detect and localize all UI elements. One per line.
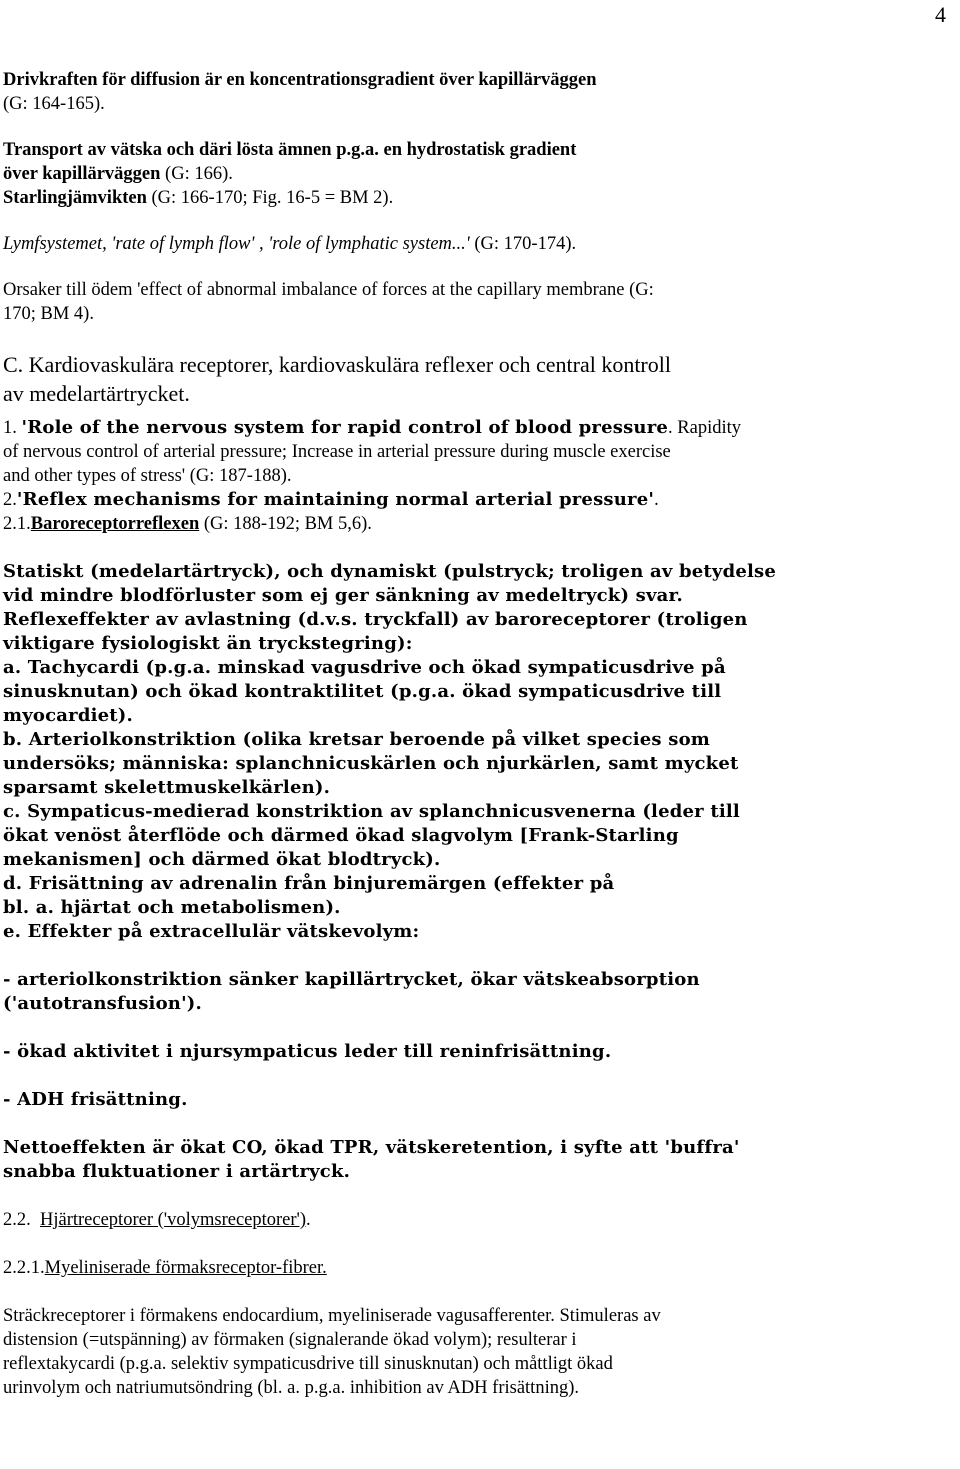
item-1-rest: . Rapidity	[668, 418, 742, 438]
document-body	[3, 68, 953, 1400]
section-2-2-num: 2.2.	[3, 1210, 40, 1230]
paragraph-starling	[3, 186, 953, 210]
baro-line-19: - ökad aktivitet i njursympaticus leder till reninfrisättning.	[3, 1041, 612, 1062]
item-1-line-3: and other types of stress' (G: 187-188).	[3, 466, 292, 486]
baro-line-5: a. Tachycardi (p.g.a. minskad vagusdrive och ökad sympaticusdrive på	[3, 657, 726, 678]
transport-ref: (G: 166).	[160, 164, 233, 184]
page-number: 4	[935, 2, 946, 27]
item-2-1-ref: (G: 188-192; BM 5,6).	[199, 514, 372, 534]
baroreflex-block	[3, 560, 953, 1184]
baro-line-21: Nettoeffekten är ökat CO, ökad TPR, vätskeretention, i syfte att 'buffra'	[3, 1137, 740, 1158]
starling-bold: Starlingjämvikten	[3, 188, 147, 208]
baro-line-11: c. Sympaticus-medierad konstriktion av splanchnicusvenerna (leder till	[3, 801, 740, 822]
baro-line-4: viktigare fysiologiskt än tryckstegring):	[3, 633, 413, 654]
paragraph-diffusion-1: Drivkraften för diffusion är en koncentrationsgradient över kapillärväggen	[3, 70, 597, 90]
baro-line-3: Reflexeffekter av avlastning (d.v.s. tryckfall) av baroreceptorer (troligen	[3, 609, 748, 630]
lymph-ref: (G: 170-174).	[469, 234, 577, 254]
baro-line-17: - arteriolkonstriktion sänker kapillärtrycket, ökar vätskeabsorption	[3, 969, 700, 990]
baro-line-14: d. Frisättning av adrenalin från binjuremärgen (effekter på	[3, 873, 615, 894]
item-1-line-2: of nervous control of arterial pressure; Increase in arterial pressure during muscle exercise	[3, 442, 671, 462]
item-1	[3, 416, 953, 440]
baro-line-10: sparsamt skelettmuskelkärlen).	[3, 777, 331, 798]
paragraph-diffusion-2: (G: 164-165).	[3, 94, 105, 114]
baro-line-16: e. Effekter på extracellulär vätskevolym:	[3, 921, 420, 942]
baro-line-6: sinusknutan) och ökad kontraktilitet (p.g.a. ökad sympaticusdrive till	[3, 681, 722, 702]
section-2-2-rest: .	[306, 1210, 311, 1230]
section-2-2-1-num: 2.2.1.	[3, 1258, 45, 1278]
item-2-1-num: 2.1.	[3, 514, 31, 534]
final-para-2: distension (=utspänning) av förmaken (signalerande ökad volym); resulterar i	[3, 1330, 577, 1350]
baro-line-2: vid mindre blodförluster som ej ger sänkning av medeltryck) svar.	[3, 585, 684, 606]
baro-line-22: snabba fluktuationer i artärtryck.	[3, 1161, 351, 1182]
final-para-4: urinvolym och natriumutsöndring (bl. a. p.g.a. inhibition av ADH frisättning).	[3, 1378, 579, 1398]
baro-line-15: bl. a. hjärtat och metabolismen).	[3, 897, 341, 918]
section-heading-c-1: C. Kardiovaskulära receptorer, kardiovaskulära reflexer och central kontroll	[3, 352, 671, 377]
lymph-italic: Lymfsystemet, 'rate of lymph flow' , 'role of lymphatic system...'	[3, 234, 470, 254]
paragraph-lymph	[3, 232, 953, 256]
item-2-rest: .	[654, 490, 659, 510]
baro-line-7: myocardiet).	[3, 705, 133, 726]
item-1-title: 'Role of the nervous system for rapid control of blood pressure	[21, 417, 669, 438]
baro-line-8: b. Arteriolkonstriktion (olika kretsar beroende på vilket species som	[3, 729, 711, 750]
baro-line-1: Statiskt (medelartärtryck), och dynamiskt (pulstryck; troligen av betydelse	[3, 561, 777, 582]
transport-bold: över kapillärväggen	[3, 164, 161, 184]
paragraph-edema-2: 170; BM 4).	[3, 304, 94, 324]
baro-line-9: undersöks; människa: splanchnicuskärlen och njurkärlen, samt mycket	[3, 753, 739, 774]
section-2-2-1-title: Myeliniserade förmaksreceptor-fibrer.	[44, 1258, 327, 1278]
section-2-2	[3, 1208, 953, 1232]
starling-ref: (G: 166-170; Fig. 16-5 = BM 2).	[146, 188, 394, 208]
item-2-1	[3, 512, 953, 536]
final-para-3: reflextakycardi (p.g.a. selektiv sympaticusdrive till sinusknutan) och måttligt ökad	[3, 1354, 613, 1374]
section-2-2-title: Hjärtreceptorer ('volymsreceptorer')	[40, 1210, 307, 1230]
section-heading-c-2: av medelartärtrycket.	[3, 381, 190, 406]
paragraph-transport-1: Transport av vätska och däri lösta ämnen p.g.a. en hydrostatisk gradient	[3, 140, 577, 160]
final-para-1: Sträckreceptorer i förmakens endocardium, myeliniserade vagusafferenter. Stimuleras av	[3, 1306, 661, 1326]
item-2-num: 2.	[3, 490, 17, 510]
paragraph-edema-1: Orsaker till ödem 'effect of abnormal imbalance of forces at the capillary membrane (G:	[3, 280, 654, 300]
section-2-2-1	[3, 1256, 953, 1280]
item-2	[3, 488, 953, 512]
paragraph-transport-2	[3, 162, 953, 186]
baro-line-13: mekanismen] och därmed ökat blodtryck).	[3, 849, 441, 870]
baro-line-20: - ADH frisättning.	[3, 1089, 188, 1110]
baro-line-12: ökat venöst återflöde och därmed ökad slagvolym [Frank-Starling	[3, 825, 679, 846]
item-2-1-title: Baroreceptorreflexen	[30, 514, 200, 534]
item-1-num: 1.	[3, 418, 22, 438]
baro-line-18: ('autotransfusion').	[3, 993, 202, 1014]
item-2-title: 'Reflex mechanisms for maintaining normal arterial pressure'	[16, 489, 655, 510]
